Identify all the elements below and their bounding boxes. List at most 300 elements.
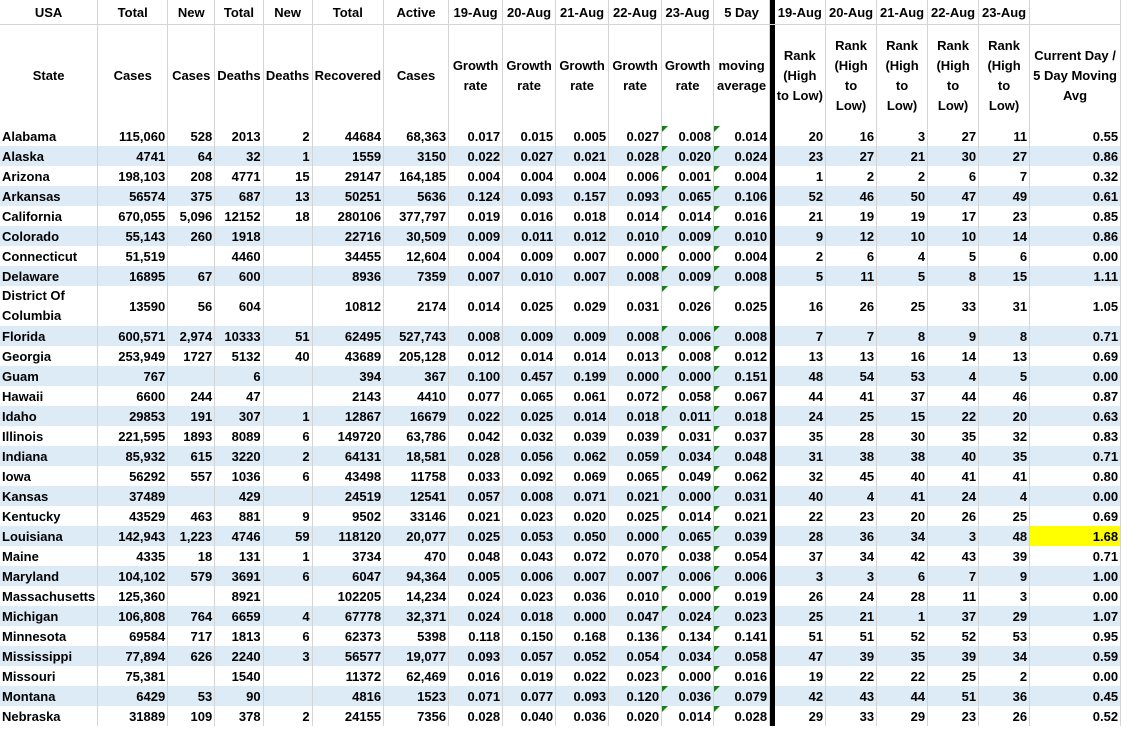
table-row[interactable]: [0, 446, 1121, 466]
data-cell[interactable]: 0.023: [714, 606, 770, 626]
data-cell[interactable]: 40: [775, 486, 826, 506]
table-row[interactable]: [0, 146, 1121, 166]
data-cell[interactable]: 0.036: [556, 586, 609, 606]
data-cell[interactable]: 10: [877, 226, 928, 246]
data-cell[interactable]: 9502: [312, 506, 383, 526]
data-cell[interactable]: 0.059: [609, 446, 662, 466]
data-cell[interactable]: 9: [979, 566, 1030, 586]
data-cell[interactable]: 600: [215, 266, 263, 286]
data-cell[interactable]: 22: [775, 506, 826, 526]
data-cell[interactable]: 25: [826, 406, 877, 426]
data-cell[interactable]: 0.025: [609, 506, 662, 526]
data-cell[interactable]: 0.006: [662, 326, 714, 346]
data-cell[interactable]: 4: [826, 486, 877, 506]
data-cell[interactable]: 38: [877, 446, 928, 466]
data-cell[interactable]: 22716: [312, 226, 383, 246]
data-cell[interactable]: 9: [263, 506, 312, 526]
data-cell[interactable]: 5398: [384, 626, 449, 646]
header-top-cell[interactable]: Total: [215, 0, 263, 25]
table-row[interactable]: [0, 246, 1121, 266]
header-top-cell[interactable]: 20-Aug: [826, 0, 877, 25]
data-cell[interactable]: 9: [928, 326, 979, 346]
data-cell[interactable]: [168, 486, 215, 506]
data-cell[interactable]: 3150: [384, 146, 449, 166]
data-cell[interactable]: 2: [826, 166, 877, 186]
data-cell[interactable]: 429: [215, 486, 263, 506]
data-cell[interactable]: 0.021: [714, 506, 770, 526]
data-cell[interactable]: 38: [826, 446, 877, 466]
data-cell[interactable]: 0.005: [449, 566, 503, 586]
header-top-cell[interactable]: 23-Aug: [979, 0, 1030, 25]
data-cell[interactable]: 604: [215, 286, 263, 326]
data-cell[interactable]: 0.028: [449, 706, 503, 726]
data-cell[interactable]: 0.049: [662, 466, 714, 486]
data-cell[interactable]: 0.151: [714, 366, 770, 386]
data-cell[interactable]: [263, 286, 312, 326]
data-cell[interactable]: 18,581: [384, 446, 449, 466]
data-cell[interactable]: 3691: [215, 566, 263, 586]
data-cell[interactable]: 12,604: [384, 246, 449, 266]
data-cell[interactable]: 0.71: [1030, 326, 1121, 346]
data-cell[interactable]: 51: [263, 326, 312, 346]
data-cell[interactable]: 34: [826, 546, 877, 566]
header-top-cell[interactable]: 22-Aug: [609, 0, 662, 25]
data-cell[interactable]: 6: [263, 466, 312, 486]
data-cell[interactable]: 1523: [384, 686, 449, 706]
data-cell[interactable]: 25: [877, 286, 928, 326]
data-cell[interactable]: 0.014: [662, 206, 714, 226]
data-cell[interactable]: 54: [826, 366, 877, 386]
data-cell[interactable]: 260: [168, 226, 215, 246]
data-cell[interactable]: 44: [775, 386, 826, 406]
data-cell[interactable]: 6429: [98, 686, 168, 706]
data-cell[interactable]: 4771: [215, 166, 263, 186]
data-cell[interactable]: 48: [979, 526, 1030, 546]
data-cell[interactable]: 0.106: [714, 186, 770, 206]
data-cell[interactable]: 0.004: [449, 246, 503, 266]
data-cell[interactable]: 23: [775, 146, 826, 166]
data-cell[interactable]: 1.68: [1030, 526, 1121, 546]
header-top-cell[interactable]: [1030, 0, 1121, 25]
data-cell[interactable]: 0.000: [556, 606, 609, 626]
data-cell[interactable]: 0.001: [662, 166, 714, 186]
data-cell[interactable]: 15: [979, 266, 1030, 286]
data-cell[interactable]: 28: [775, 526, 826, 546]
data-cell[interactable]: 367: [384, 366, 449, 386]
data-cell[interactable]: 94,364: [384, 566, 449, 586]
data-cell[interactable]: 50251: [312, 186, 383, 206]
data-cell[interactable]: 0.038: [662, 546, 714, 566]
data-cell[interactable]: 0.036: [662, 686, 714, 706]
data-cell[interactable]: 0.71: [1030, 546, 1121, 566]
state-name-cell[interactable]: Nebraska: [0, 706, 98, 726]
data-cell[interactable]: 600,571: [98, 326, 168, 346]
data-cell[interactable]: 29: [877, 706, 928, 726]
data-cell[interactable]: 0.007: [556, 246, 609, 266]
data-cell[interactable]: 56577: [312, 646, 383, 666]
data-cell[interactable]: 6: [263, 426, 312, 446]
data-cell[interactable]: 32: [215, 146, 263, 166]
data-cell[interactable]: 0.00: [1030, 586, 1121, 606]
data-cell[interactable]: 2,974: [168, 326, 215, 346]
data-cell[interactable]: 7356: [384, 706, 449, 726]
state-name-cell[interactable]: California: [0, 206, 98, 226]
header-bottom-cell[interactable]: Growth rate: [503, 25, 556, 127]
data-cell[interactable]: 0.118: [449, 626, 503, 646]
data-cell[interactable]: 23: [826, 506, 877, 526]
data-cell[interactable]: 5: [877, 266, 928, 286]
data-cell[interactable]: 375: [168, 186, 215, 206]
data-cell[interactable]: 0.031: [714, 486, 770, 506]
data-cell[interactable]: 0.071: [556, 486, 609, 506]
data-cell[interactable]: 1036: [215, 466, 263, 486]
data-cell[interactable]: 40: [263, 346, 312, 366]
state-name-cell[interactable]: Connecticut: [0, 246, 98, 266]
data-cell[interactable]: 0.056: [503, 446, 556, 466]
data-cell[interactable]: 0.010: [714, 226, 770, 246]
data-cell[interactable]: 14,234: [384, 586, 449, 606]
data-cell[interactable]: 0.024: [714, 146, 770, 166]
header-top-cell[interactable]: Total: [312, 0, 383, 25]
data-cell[interactable]: 0.028: [449, 446, 503, 466]
data-cell[interactable]: 0.054: [714, 546, 770, 566]
data-cell[interactable]: 0.018: [609, 406, 662, 426]
data-cell[interactable]: 205,128: [384, 346, 449, 366]
data-cell[interactable]: 4: [928, 366, 979, 386]
data-cell[interactable]: 0.018: [503, 606, 556, 626]
data-cell[interactable]: 10812: [312, 286, 383, 326]
data-cell[interactable]: 0.032: [503, 426, 556, 446]
data-cell[interactable]: 0.000: [662, 486, 714, 506]
data-cell[interactable]: 1: [263, 546, 312, 566]
header-bottom-cell[interactable]: Deaths: [215, 25, 263, 127]
data-cell[interactable]: 0.067: [714, 386, 770, 406]
data-cell[interactable]: 557: [168, 466, 215, 486]
data-cell[interactable]: 2: [979, 666, 1030, 686]
data-cell[interactable]: 4816: [312, 686, 383, 706]
data-cell[interactable]: 56: [168, 286, 215, 326]
data-cell[interactable]: 33146: [384, 506, 449, 526]
data-cell[interactable]: 115,060: [98, 126, 168, 146]
data-cell[interactable]: 6: [263, 626, 312, 646]
data-cell[interactable]: 23: [928, 706, 979, 726]
header-bottom-cell[interactable]: Growth rate: [449, 25, 503, 127]
data-cell[interactable]: 44: [928, 386, 979, 406]
data-cell[interactable]: 0.009: [503, 326, 556, 346]
data-cell[interactable]: 1540: [215, 666, 263, 686]
data-cell[interactable]: 11: [826, 266, 877, 286]
state-name-cell[interactable]: Louisiana: [0, 526, 98, 546]
data-cell[interactable]: 0.018: [714, 406, 770, 426]
data-cell[interactable]: 307: [215, 406, 263, 426]
data-cell[interactable]: 118120: [312, 526, 383, 546]
data-cell[interactable]: 0.008: [662, 346, 714, 366]
data-cell[interactable]: 0.157: [556, 186, 609, 206]
data-cell[interactable]: 0.000: [609, 366, 662, 386]
header-bottom-cell[interactable]: Deaths: [263, 25, 312, 127]
data-cell[interactable]: 15: [263, 166, 312, 186]
data-cell[interactable]: 0.008: [449, 326, 503, 346]
data-cell[interactable]: 1727: [168, 346, 215, 366]
data-cell[interactable]: 6600: [98, 386, 168, 406]
data-cell[interactable]: 1.07: [1030, 606, 1121, 626]
data-cell[interactable]: 13590: [98, 286, 168, 326]
data-cell[interactable]: 33: [928, 286, 979, 326]
data-cell[interactable]: 22: [826, 666, 877, 686]
data-cell[interactable]: 0.024: [449, 586, 503, 606]
data-cell[interactable]: 0.058: [714, 646, 770, 666]
data-cell[interactable]: 47: [928, 186, 979, 206]
data-cell[interactable]: 0.000: [609, 246, 662, 266]
data-cell[interactable]: 0.021: [449, 506, 503, 526]
data-cell[interactable]: 14: [928, 346, 979, 366]
data-cell[interactable]: 0.039: [714, 526, 770, 546]
table-row[interactable]: [0, 666, 1121, 686]
data-cell[interactable]: 0.022: [556, 666, 609, 686]
data-cell[interactable]: 0.00: [1030, 246, 1121, 266]
data-cell[interactable]: 0.008: [714, 326, 770, 346]
data-cell[interactable]: 18: [168, 546, 215, 566]
data-cell[interactable]: 1.00: [1030, 566, 1121, 586]
data-cell[interactable]: 0.025: [503, 286, 556, 326]
data-cell[interactable]: 23: [979, 206, 1030, 226]
data-cell[interactable]: [263, 686, 312, 706]
data-cell[interactable]: 0.000: [662, 586, 714, 606]
data-cell[interactable]: 43498: [312, 466, 383, 486]
data-cell[interactable]: 0.014: [609, 206, 662, 226]
data-cell[interactable]: 35: [775, 426, 826, 446]
data-cell[interactable]: 527,743: [384, 326, 449, 346]
data-cell[interactable]: 3: [979, 586, 1030, 606]
state-name-cell[interactable]: Michigan: [0, 606, 98, 626]
data-cell[interactable]: 62373: [312, 626, 383, 646]
data-cell[interactable]: 1,223: [168, 526, 215, 546]
data-cell[interactable]: 30,509: [384, 226, 449, 246]
data-cell[interactable]: 52: [928, 626, 979, 646]
header-bottom-cell[interactable]: Growth rate: [609, 25, 662, 127]
data-cell[interactable]: 0.95: [1030, 626, 1121, 646]
data-cell[interactable]: [263, 366, 312, 386]
data-cell[interactable]: 0.093: [609, 186, 662, 206]
data-cell[interactable]: 0.070: [609, 546, 662, 566]
data-cell[interactable]: 0.028: [609, 146, 662, 166]
table-row[interactable]: [0, 466, 1121, 486]
data-cell[interactable]: 59: [263, 526, 312, 546]
data-cell[interactable]: 0.000: [662, 246, 714, 266]
data-cell[interactable]: 3220: [215, 446, 263, 466]
header-top-cell[interactable]: Active: [384, 0, 449, 25]
data-cell[interactable]: 46: [979, 386, 1030, 406]
data-cell[interactable]: 0.057: [503, 646, 556, 666]
data-cell[interactable]: [168, 246, 215, 266]
data-cell[interactable]: 0.006: [609, 166, 662, 186]
data-cell[interactable]: [263, 226, 312, 246]
data-cell[interactable]: 34: [877, 526, 928, 546]
state-name-cell[interactable]: Arizona: [0, 166, 98, 186]
data-cell[interactable]: 0.019: [503, 666, 556, 686]
data-cell[interactable]: 8921: [215, 586, 263, 606]
data-cell[interactable]: 2: [263, 126, 312, 146]
data-cell[interactable]: 0.062: [714, 466, 770, 486]
data-cell[interactable]: 4: [877, 246, 928, 266]
data-cell[interactable]: 5636: [384, 186, 449, 206]
data-cell[interactable]: 0.008: [503, 486, 556, 506]
data-cell[interactable]: 0.00: [1030, 366, 1121, 386]
data-cell[interactable]: 12541: [384, 486, 449, 506]
data-cell[interactable]: 40: [928, 446, 979, 466]
data-cell[interactable]: 102205: [312, 586, 383, 606]
data-cell[interactable]: 615: [168, 446, 215, 466]
state-name-cell[interactable]: Kansas: [0, 486, 98, 506]
data-cell[interactable]: 43: [928, 546, 979, 566]
data-cell[interactable]: 11758: [384, 466, 449, 486]
data-cell[interactable]: [168, 586, 215, 606]
data-cell[interactable]: 0.100: [449, 366, 503, 386]
table-row[interactable]: [0, 226, 1121, 246]
data-cell[interactable]: 85,932: [98, 446, 168, 466]
data-cell[interactable]: 48: [775, 366, 826, 386]
data-cell[interactable]: 15: [877, 406, 928, 426]
data-cell[interactable]: 27: [826, 146, 877, 166]
data-cell[interactable]: 0.124: [449, 186, 503, 206]
data-cell[interactable]: 0.457: [503, 366, 556, 386]
data-cell[interactable]: 0.022: [449, 146, 503, 166]
data-cell[interactable]: 0.004: [449, 166, 503, 186]
data-cell[interactable]: 0.61: [1030, 186, 1121, 206]
data-cell[interactable]: 0.021: [609, 486, 662, 506]
data-cell[interactable]: 0.016: [503, 206, 556, 226]
data-cell[interactable]: 47: [775, 646, 826, 666]
data-cell[interactable]: 27: [979, 146, 1030, 166]
data-cell[interactable]: 3734: [312, 546, 383, 566]
data-cell[interactable]: 20,077: [384, 526, 449, 546]
data-cell[interactable]: 21: [877, 146, 928, 166]
data-cell[interactable]: 0.006: [503, 566, 556, 586]
data-cell[interactable]: 0.039: [556, 426, 609, 446]
data-cell[interactable]: 0.86: [1030, 226, 1121, 246]
data-cell[interactable]: 6: [877, 566, 928, 586]
data-cell[interactable]: 2: [877, 166, 928, 186]
data-cell[interactable]: 4: [979, 486, 1030, 506]
data-cell[interactable]: 0.141: [714, 626, 770, 646]
data-cell[interactable]: 5: [775, 266, 826, 286]
data-cell[interactable]: 50: [877, 186, 928, 206]
data-cell[interactable]: 75,381: [98, 666, 168, 686]
data-cell[interactable]: 4: [263, 606, 312, 626]
data-cell[interactable]: 37: [775, 546, 826, 566]
table-row[interactable]: [0, 566, 1121, 586]
header-bottom-cell[interactable]: Rank (High to Low): [979, 25, 1030, 127]
data-cell[interactable]: 0.009: [503, 246, 556, 266]
data-cell[interactable]: 0.007: [556, 566, 609, 586]
data-cell[interactable]: 18: [263, 206, 312, 226]
data-cell[interactable]: 0.014: [662, 706, 714, 726]
header-top-cell[interactable]: 22-Aug: [928, 0, 979, 25]
data-cell[interactable]: 378: [215, 706, 263, 726]
data-cell[interactable]: [263, 246, 312, 266]
data-cell[interactable]: [263, 486, 312, 506]
header-top-cell[interactable]: 23-Aug: [662, 0, 714, 25]
data-cell[interactable]: 29: [979, 606, 1030, 626]
data-cell[interactable]: 37: [877, 386, 928, 406]
state-name-cell[interactable]: District Of Columbia: [0, 286, 98, 326]
data-cell[interactable]: 221,595: [98, 426, 168, 446]
data-cell[interactable]: 0.59: [1030, 646, 1121, 666]
data-cell[interactable]: 1.11: [1030, 266, 1121, 286]
table-row[interactable]: [0, 586, 1121, 606]
state-name-cell[interactable]: Colorado: [0, 226, 98, 246]
data-cell[interactable]: 10333: [215, 326, 263, 346]
data-cell[interactable]: 0.010: [503, 266, 556, 286]
data-cell[interactable]: 2: [263, 446, 312, 466]
data-cell[interactable]: 0.053: [503, 526, 556, 546]
data-cell[interactable]: 13: [826, 346, 877, 366]
table-row[interactable]: [0, 186, 1121, 206]
data-cell[interactable]: 13: [263, 186, 312, 206]
data-cell[interactable]: 43: [826, 686, 877, 706]
data-cell[interactable]: 0.022: [449, 406, 503, 426]
data-cell[interactable]: 16: [775, 286, 826, 326]
table-row[interactable]: [0, 706, 1121, 726]
data-cell[interactable]: 1.05: [1030, 286, 1121, 326]
data-cell[interactable]: 1813: [215, 626, 263, 646]
table-row[interactable]: [0, 506, 1121, 526]
data-cell[interactable]: 63,786: [384, 426, 449, 446]
data-cell[interactable]: 19: [826, 206, 877, 226]
data-cell[interactable]: 67778: [312, 606, 383, 626]
data-cell[interactable]: 13: [775, 346, 826, 366]
data-cell[interactable]: 69584: [98, 626, 168, 646]
data-cell[interactable]: 1: [263, 146, 312, 166]
data-cell[interactable]: 6: [215, 366, 263, 386]
data-cell[interactable]: 0.069: [556, 466, 609, 486]
data-cell[interactable]: 4335: [98, 546, 168, 566]
data-cell[interactable]: 51: [928, 686, 979, 706]
data-cell[interactable]: 0.014: [556, 346, 609, 366]
data-cell[interactable]: 29147: [312, 166, 383, 186]
data-cell[interactable]: 0.012: [714, 346, 770, 366]
data-cell[interactable]: 56292: [98, 466, 168, 486]
data-cell[interactable]: 0.016: [714, 206, 770, 226]
data-cell[interactable]: 0.034: [662, 646, 714, 666]
data-cell[interactable]: 0.017: [449, 126, 503, 146]
data-cell[interactable]: 64: [168, 146, 215, 166]
data-cell[interactable]: 8: [979, 326, 1030, 346]
data-cell[interactable]: 0.000: [662, 366, 714, 386]
data-cell[interactable]: 24155: [312, 706, 383, 726]
data-cell[interactable]: 26: [928, 506, 979, 526]
header-bottom-cell[interactable]: Rank (High to Low): [928, 25, 979, 127]
data-cell[interactable]: 0.006: [714, 566, 770, 586]
data-cell[interactable]: 0.199: [556, 366, 609, 386]
header-top-cell[interactable]: 5 Day: [714, 0, 770, 25]
data-cell[interactable]: 24: [775, 406, 826, 426]
data-cell[interactable]: 0.007: [449, 266, 503, 286]
data-cell[interactable]: 280106: [312, 206, 383, 226]
data-cell[interactable]: 0.093: [503, 186, 556, 206]
data-cell[interactable]: 0.028: [714, 706, 770, 726]
data-cell[interactable]: [263, 386, 312, 406]
data-cell[interactable]: 62,469: [384, 666, 449, 686]
data-cell[interactable]: 11: [928, 586, 979, 606]
data-cell[interactable]: 626: [168, 646, 215, 666]
data-cell[interactable]: 3: [877, 126, 928, 146]
data-cell[interactable]: 22: [877, 666, 928, 686]
data-cell[interactable]: 0.024: [449, 606, 503, 626]
data-cell[interactable]: 0.83: [1030, 426, 1121, 446]
data-cell[interactable]: 149720: [312, 426, 383, 446]
data-cell[interactable]: 0.039: [609, 426, 662, 446]
